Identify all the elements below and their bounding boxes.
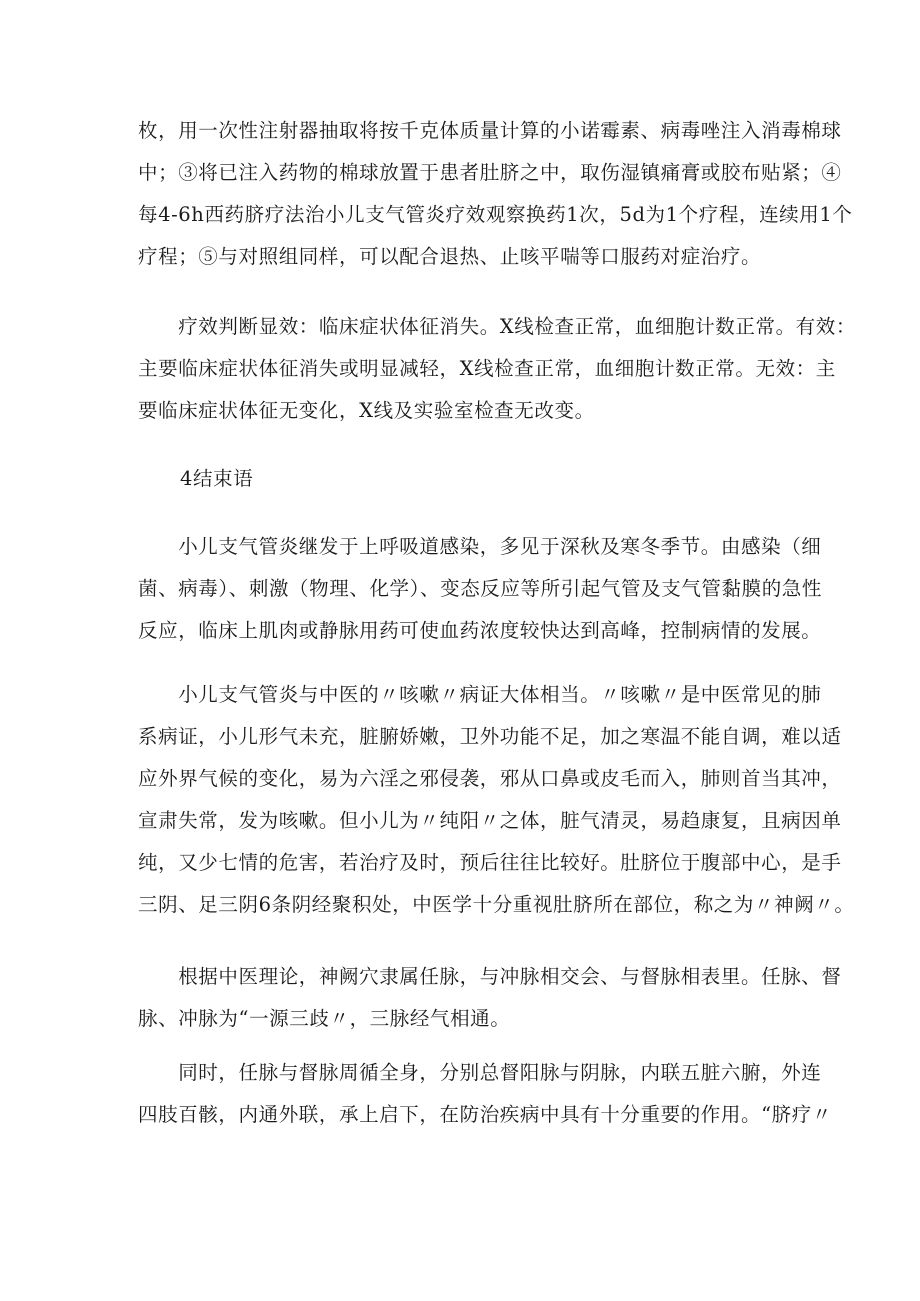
- text-line: 疗程；⑤与对照组同样，可以配合退热、止咳平喘等口服药对症治疗。: [138, 245, 762, 268]
- text-line: 三阴、足三阴6条阴经聚积处，中医学十分重视肚脐所在部位，称之为〃神阙〃。: [138, 893, 855, 916]
- paragraph-efficacy-criteria: [138, 306, 856, 432]
- text-line: 脉、冲脉为“一源三歧〃，三脉经气相通。: [138, 1007, 511, 1030]
- text-line: 菌、病毒）、刺激（物理、化学）、变态反应等所引起气管及支气管黏膜的急性: [138, 577, 823, 600]
- text-line: 根据中医理论，神阙穴隶属任脉，与冲脉相交会、与督脉相表里。任脉、督: [138, 965, 842, 988]
- text-line: 小儿支气管炎与中医的〃咳嗽〃病证大体相当。〃咳嗽〃是中医常见的肺: [138, 683, 822, 706]
- paragraph-tcm-cough: [138, 674, 855, 926]
- text-line: 每4-6h西药脐疗法治小儿支气管炎疗效观察换药1次，5d为1个疗程，连续用1个: [138, 203, 853, 226]
- section-heading-conclusion: [180, 458, 253, 500]
- text-line: 主要临床症状体征消失或明显减轻，X线检查正常，血细胞计数正常。无效：主: [138, 357, 836, 380]
- heading-text: 4结束语: [180, 467, 254, 490]
- text-line: 疗效判断显效：临床症状体征消失。X线检查正常，血细胞计数正常。有效：: [138, 315, 856, 338]
- text-line: 枚，用一次性注射器抽取将按千克体质量计算的小诺霉素、病毒唑注入消毒棉球: [138, 119, 842, 142]
- text-line: 反应，临床上肌肉或静脉用药可使血药浓度较快达到高峰，控制病情的发展。: [138, 619, 822, 642]
- text-line: 四肢百骸，内通外联，承上启下，在防治疾病中具有十分重要的作用。“脐疗〃: [138, 1103, 832, 1126]
- text-line: 应外界气候的变化，易为六淫之邪侵袭，邪从口鼻或皮毛而入，肺则首当其冲，: [138, 767, 842, 790]
- text-line: 小儿支气管炎继发于上呼吸道感染，多见于深秋及寒冬季节。由感染（细: [138, 535, 822, 558]
- text-line: 同时，任脉与督脉周循全身，分别总督阳脉与阴脉，内联五脏六腑，外连: [138, 1061, 822, 1084]
- paragraph-bronchitis-background: [138, 526, 823, 652]
- text-line: 要临床症状体征无变化，X线及实验室检查无改变。: [138, 399, 595, 422]
- text-line: 系病证，小儿形气未充，脏腑娇嫩，卫外功能不足，加之寒温不能自调，难以适: [138, 725, 842, 748]
- paragraph-meridians-function: [138, 1052, 832, 1136]
- text-line: 宣肃失常，发为咳嗽。但小儿为〃纯阳〃之体，脏气清灵，易趋康复，且病因单: [138, 809, 842, 832]
- paragraph-treatment-method: [138, 110, 853, 278]
- paragraph-shenque-theory: [138, 956, 842, 1040]
- text-line: 纯，又少七情的危害，若治疗及时，预后往往比较好。肚脐位于腹部中心，是手: [138, 851, 842, 874]
- text-line: 中；③将已注入药物的棉球放置于患者肚脐之中，取伤湿镇痛膏或胶布贴紧；④: [138, 161, 842, 184]
